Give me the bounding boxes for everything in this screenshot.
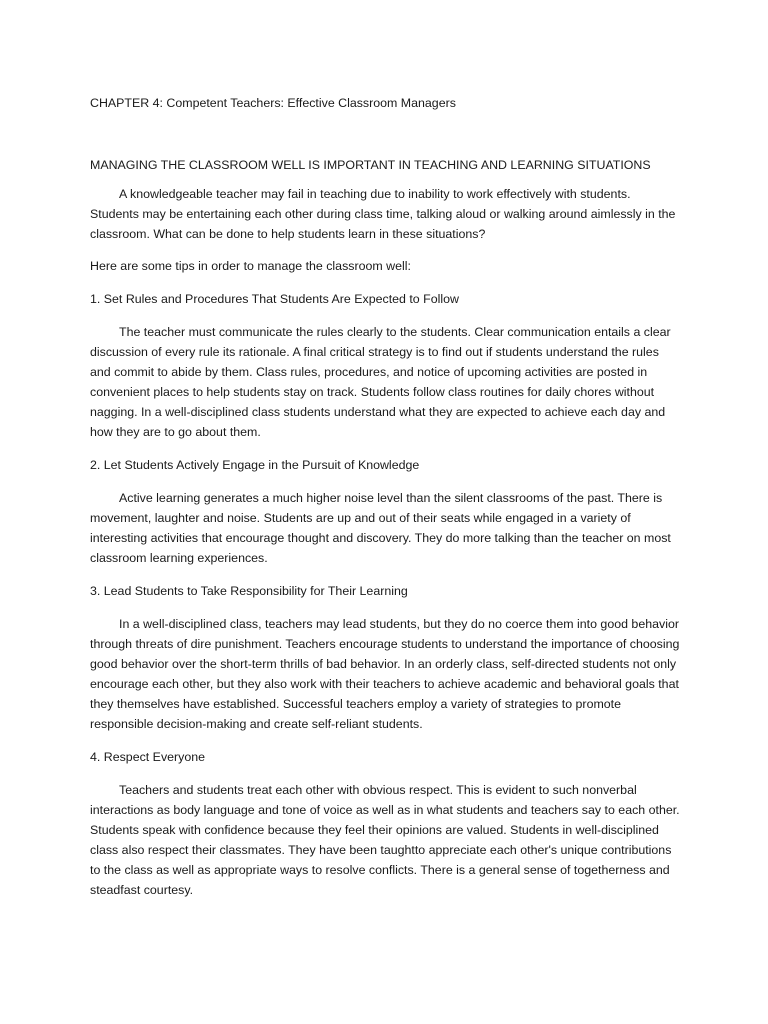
- tip-heading-2: 2. Let Students Actively Engage in the Pursuit of Knowledge: [90, 458, 420, 472]
- chapter-title: CHAPTER 4: Competent Teachers: Effective Classroom Managers: [90, 96, 456, 110]
- tip-paragraph-3: In a well-disciplined class, teachers may lead students, but they do no coerce them into good behavior through threats of dire punishment. Teachers encourage students to understand the importance of choosing good behavior over the short-term thrills of bad behavior. In an orderly class, self-directed students not only encourage each other, but they also work with their teachers to achieve academic and behavioral goals that they themselves have established. Successful teachers employ a variety of strategies to promote responsible decision-making and create self-reliant students.: [90, 617, 680, 731]
- tip-heading-4: 4. Respect Everyone: [90, 750, 206, 764]
- tip-paragraph-4: Teachers and students treat each other with obvious respect. This is evident to such nonverbal interactions as body language and tone of voice as well as in what students and teachers say to each other. Students speak with confidence because they feel their opinions are valued. Students in well-disciplined class also respect their classmates. They have been taughtto appreciate each other's unique contributions to the class as well as appropriate ways to resolve conflicts. There is a general sense of togetherness and steadfast courtesy.: [90, 783, 680, 897]
- intro-paragraph: A knowledgeable teacher may fail in teaching due to inability to work effectively with students. Students may be entertaining each other during class time, talking aloud or walking around aimlessly in the classroom. What can be done to help students learn in these situations?: [90, 187, 676, 241]
- tip-paragraph-1: The teacher must communicate the rules clearly to the students. Clear communication entails a clear discussion of every rule its rationale. A final critical strategy is to find out if students understand the rules and commit to abide by them. Class rules, procedures, and notice of upcoming activities are posted in convenient places to help students stay on track. Students follow class routines for daily chores without nagging. In a well-disciplined class students understand what they are expected to achieve each day and how they are to go about them.: [90, 325, 671, 439]
- tip-paragraph-2: Active learning generates a much higher noise level than the silent classrooms of the past. There is movement, laughter and noise. Students are up and out of their seats while engaged in a variety of interesting activities that encourage thought and discovery. They do more talking than the teacher on most classroom learning experiences.: [90, 491, 671, 565]
- document-page: [90, 93, 682, 900]
- tips-lead: Here are some tips in order to manage the classroom well:: [90, 259, 411, 273]
- section-heading: MANAGING THE CLASSROOM WELL IS IMPORTANT IN TEACHING AND LEARNING SITUATIONS: [90, 158, 651, 172]
- tip-heading-3: 3. Lead Students to Take Responsibility for Their Learning: [90, 584, 408, 598]
- tip-heading-1: 1. Set Rules and Procedures That Students Are Expected to Follow: [90, 292, 459, 306]
